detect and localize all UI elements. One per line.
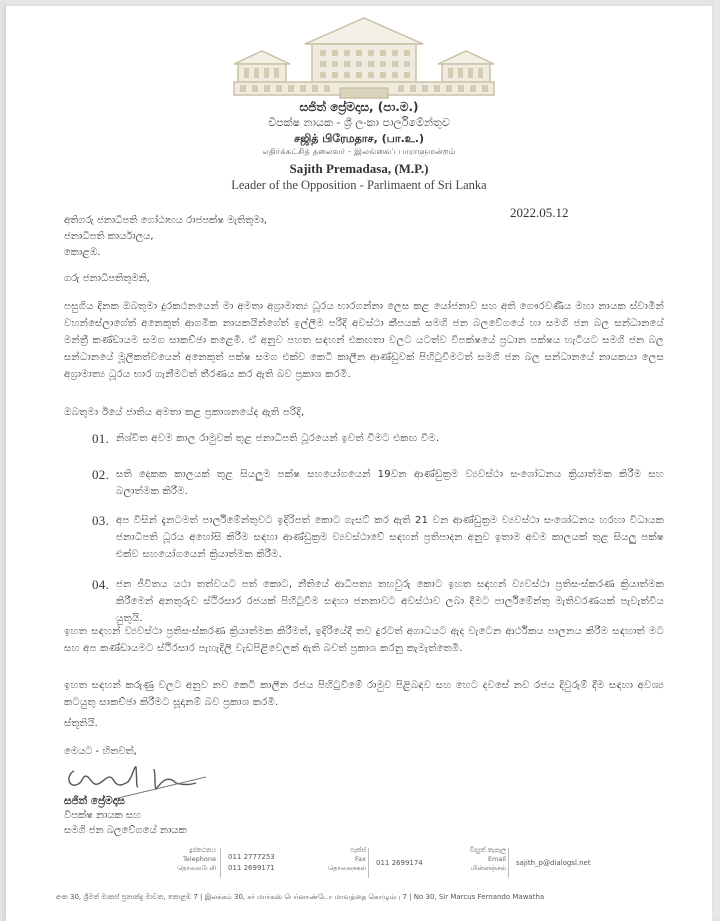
recipient-address (64, 213, 267, 261)
body-paragraph-1: පසුගිය දිනක ඔබතුමා දුරකථනයෙන් මා අමතා අග්‍රාමාත්‍ය ධූරය භාරගන්නා ලෙස කළ යෝජනාව සහ අති ගෞරවණීය මහා නායක ස්වාමීන් වහන්සේලාගේත් අනෙකුත් ආගමික නායකයින්ගේත් ඉල්ලීම පරිදි අවස්ථා කීපයක් සමගි ජන බලවේගයේ හා සමගි ජන බල සන්ධානයේ මන්ත්‍රී කණ්ඩායම සමග සාකච්ඡා කළෙමි. ඒ අනුව පහත සඳහන් එකඟතා වලට යටත්ව විපක්ෂයේ ප්‍රධාන පක්ෂය හැටියට සමගි ජන බල සන්ධානයේ මූලිකත්වයෙන් අනෙකුත් පක්ෂ සමග එක්ව කෙටි කාලීන ආණ්ඩුවක් පිහිටුවීමටත් සමගි ජන බල සන්ධානයේ නායකයා ලෙස අග්‍රාමාත්‍ය ධූරය භාර ගැනීමටත් තීරණය කර ඇති බව ප්‍රකාශ කරමි. (64, 301, 664, 380)
body-paragraph-3: ඉහත සඳහන් කරුණු වලට අනුව නව කෙටි කාලීන රජය පිහිටුවීමේ රාමුව පිළිබඳව සහ හෙට දවසේ නව රජය දිවුරුම් දීම සඳහා අවශ්‍ය කටයුතු සාකච්ඡා කිරීමට සූදානම් බව ප්‍රකාශ කරමි. (64, 680, 664, 708)
telephone-values (228, 852, 275, 874)
signatory-title: සමගි ජන බලවේගයේ නායක (64, 825, 187, 836)
telephone-label (156, 846, 216, 873)
letterhead-title-sinhala: විපක්ෂ නායක - ශ්‍රී ලංකා පාර්ලිමේන්තුව (268, 116, 450, 129)
label-sinhala: විද්‍යුත් තැපෑල (469, 846, 506, 854)
letter-date: 2022.05.12 (510, 205, 569, 220)
list-item-text: ජන ජීවිතය යථා තත්වයට පත් කොට, නීතියේ ආධිපත්‍ය තහවුරු කොට ඉහත සඳහන් ව්‍යවස්ථා ප්‍රතිසංස්කරණ ක්‍රියාත්මක කිරීමෙන් අනතුරුව ස්ථිරසාර රජයක් පිහිටුවීම සඳහා ජනතාවට අවස්ථාව ලබා දීමට පාර්ලිමේන්තු මැතිවරණයක් පැවැත්විය යුතුයි. (116, 579, 664, 624)
label-tamil: மின்னஞ்சல் (471, 864, 506, 872)
letterhead-name-english: Sajith Premadasa, (M.P.) (289, 161, 429, 176)
recipient-line: ජනාධිපති කාර්යාලය, (64, 231, 154, 242)
letterhead-title-tamil: எதிர்க்கட்சித் தலைவர் - இலங்கைப் பாராளுமன்றம் (262, 147, 456, 156)
label-tamil: தொலைநகல் (328, 864, 366, 872)
label-sinhala: ෆැක්ස් (349, 846, 366, 854)
list-item-number: 04. (92, 577, 110, 592)
label-english: Email (487, 855, 506, 863)
letterhead-title-english: Leader of the Opposition - Parlimaent of Sri Lanka (231, 178, 487, 192)
letterhead-name-sinhala: සජිත් ප්‍රේමදාස, (පා.ම.) (299, 100, 419, 114)
recipient-line: කොළඹ. (64, 247, 101, 258)
list-item-text: සති දෙකක කාලයක් තුළ සියලුම පක්ෂ සහයෝගයෙන් 19වන ආණ්ඩුක්‍රම ව්‍යවස්ථා සංශෝධනය ක්‍රියාත්මක කිරීම සහ බලාත්මක කිරීම. (116, 469, 664, 497)
letter-page (6, 6, 712, 921)
list-item (92, 466, 664, 500)
parliament-building-icon (230, 14, 498, 99)
label-sinhala: දුරකථනය (189, 846, 216, 854)
email-address: sajith_p@dialogsl.net (516, 859, 591, 867)
letterhead-name-tamil: சஜித் பிரேமதாச, (பா.உ.) (294, 132, 424, 145)
signatory-title: විපක්ෂ නායක සහ (64, 810, 141, 821)
list-item-text: නිශ්චිත අවම කාල රාමුවක් තුළ ජනාධිපති ධූරයෙන් ඉවත් වීමට එකඟ වීම. (116, 433, 440, 444)
list-item-number: 01. (92, 431, 110, 446)
telephone-number: 011 2777253 (228, 853, 275, 861)
thanks-line: ස්තූතියි. (64, 718, 98, 729)
telephone-number: 011 2699171 (228, 864, 275, 872)
fax-label (296, 846, 366, 873)
page-edge (714, 0, 720, 915)
recipient-line: අතිගරු ජනාධිපති ගෝඨාභය රාජපක්ෂ මැතිතුමා, (64, 215, 267, 226)
divider (368, 848, 369, 878)
closing-line: මෙයට - හිතවත්, (64, 746, 137, 757)
divider (220, 848, 221, 878)
salutation: ගරු ජනාධිපතිතුමනි, (64, 273, 150, 284)
fax-number: 011 2699174 (376, 859, 423, 867)
list-item-text: අප විසින් දැනටමත් පාර්ලිමේන්තුවට ඉදිරිපත් කොට ගැසට් කර ඇති 21 වන ආණ්ඩුක්‍රම ව්‍යවස්ථා සංශෝධනය හරහා විධායක ජනාධිපති ධූරය අහෝසි කිරීම සඳහා ආණ්ඩුක්‍රම ව්‍යවස්ථාවේ සඳහන් ප්‍රතිපාදන අනුව ඉතාම අවම කාලයක් තුළ සියලු පක්ෂ එක්ව සහයෝගයෙන් ක්‍රියාත්මක කිරීම. (116, 515, 664, 560)
handwritten-signature-icon (64, 759, 214, 799)
list-item (92, 430, 664, 447)
label-english: Telephone (182, 855, 216, 863)
list-intro: ඔබතුමා ඊයේ ජාතිය අමතා කළ ප්‍රකාශනයේද ඇති පරිදි, (64, 407, 305, 418)
body-paragraph-2: ඉහත සඳහන් ව්‍යවස්ථා ප්‍රතිසංස්කරණ ක්‍රියාත්මක කිරීමත්, ඉදිරියේදී තව දුරටත් අගාධයට ඇද වැටෙන ආර්ථිකය පාලනය කිරීම සඳහාත් මට සහ අප කණ්ඩායමට ස්ථිරසාර පැහැදිලි වැඩපිළිවෙලක් ඇති බවත් ප්‍රකාශ කරනු කැමැත්තෙමි. (64, 626, 664, 654)
signatory-name: සජිත් ප්‍රේමදාස (64, 795, 125, 807)
list-item-number: 02. (92, 467, 110, 482)
label-tamil: தொலைபேசி (177, 864, 216, 872)
email-value (516, 858, 591, 869)
list-item (92, 576, 664, 627)
list-item-number: 03. (92, 513, 110, 528)
fax-value (376, 858, 423, 869)
footer-address: අංක 30, ශ්‍රීමත් මාකස් ප්‍රනාන්දු මාවත, කොළඹ 7 | இலக்கம் 30, சர் மார்கஸ் பெர்னாண்டோ மாவத்தை கொழும்பு 7 | No 30, Sir Marcus Fernando Mawatha (56, 893, 545, 901)
list-item (92, 512, 664, 563)
email-label (446, 846, 506, 873)
label-english: Fax (355, 855, 366, 863)
divider (508, 848, 509, 878)
